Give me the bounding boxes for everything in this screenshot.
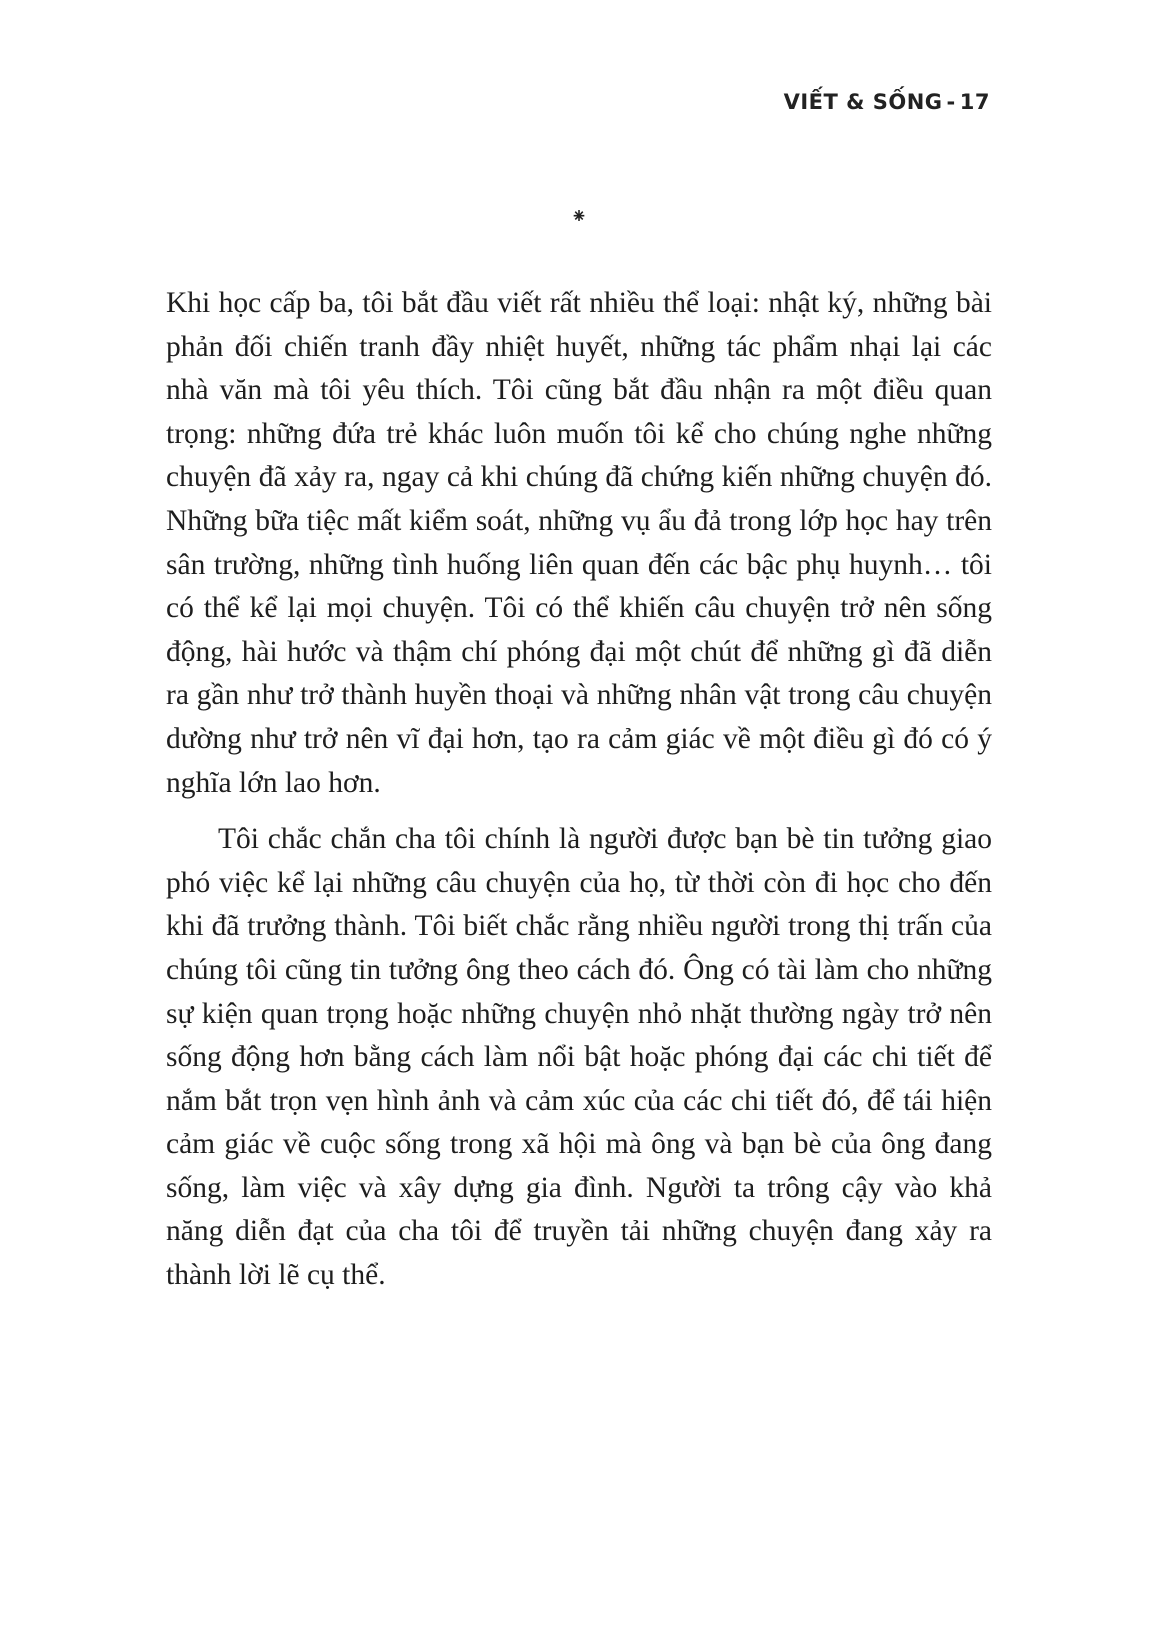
running-header <box>784 90 990 114</box>
header-separator: - <box>946 90 956 114</box>
page-number: 17 <box>959 90 990 114</box>
paragraph-2: Tôi chắc chắn cha tôi chính là người được bạn bè tin tưởng giao phó việc kể lại những câu chuyện của họ, từ thời còn đi học cho đến khi đã trưởng thành. Tôi biết chắc rằng nhiều người trong thị trấn của chúng tôi cũng tin tưởng ông theo cách đó. Ông có tài làm cho những sự kiện quan trọng hoặc những chuyện nhỏ nhặt thường ngày trở nên sống động hơn bằng cách làm nổi bật hoặc phóng đại các chi tiết để nắm bắt trọn vẹn hình ảnh và cảm xúc của các chi tiết đó, để tái hiện cảm giác về cuộc sống trong xã hội mà ông và bạn bè của ông đang sống, làm việc và xây dựng gia đình. Người ta trông cậy vào khả năng diễn đạt của cha tôi để truyền tải những chuyện đang xảy ra thành lời lẽ cụ thể. <box>166 823 992 1292</box>
body-text <box>166 282 992 1298</box>
paragraph-1: Khi học cấp ba, tôi bắt đầu viết rất nhiều thể loại: nhật ký, những bài phản đối chiến tranh đầy nhiệt huyết, những tác phẩm nhại lại các nhà văn mà tôi yêu thích. Tôi cũng bắt đầu nhận ra một điều quan trọng: những đứa trẻ khác luôn muốn tôi kể cho chúng nghe những chuyện đã xảy ra, ngay cả khi chúng đã chứng kiến những chuyện đó. Những bữa tiệc mất kiểm soát, những vụ ẩu đả trong lớp học hay trên sân trường, những tình huống liên quan đến các bậc phụ huynh… tôi có thể kể lại mọi chuyện. Tôi có thể khiến câu chuyện trở nên sống động, hài hước và thậm chí phóng đại một chút để những gì đã diễn ra gần như trở thành huyền thoại và những nhân vật trong câu chuyện dường như trở nên vĩ đại hơn, tạo ra cảm giác về một điều gì đó có ý nghĩa lớn lao hơn. <box>166 287 992 799</box>
section-break-asterism-icon: ⁕ <box>570 204 588 228</box>
book-title: VIẾT & SỐNG <box>783 90 943 114</box>
